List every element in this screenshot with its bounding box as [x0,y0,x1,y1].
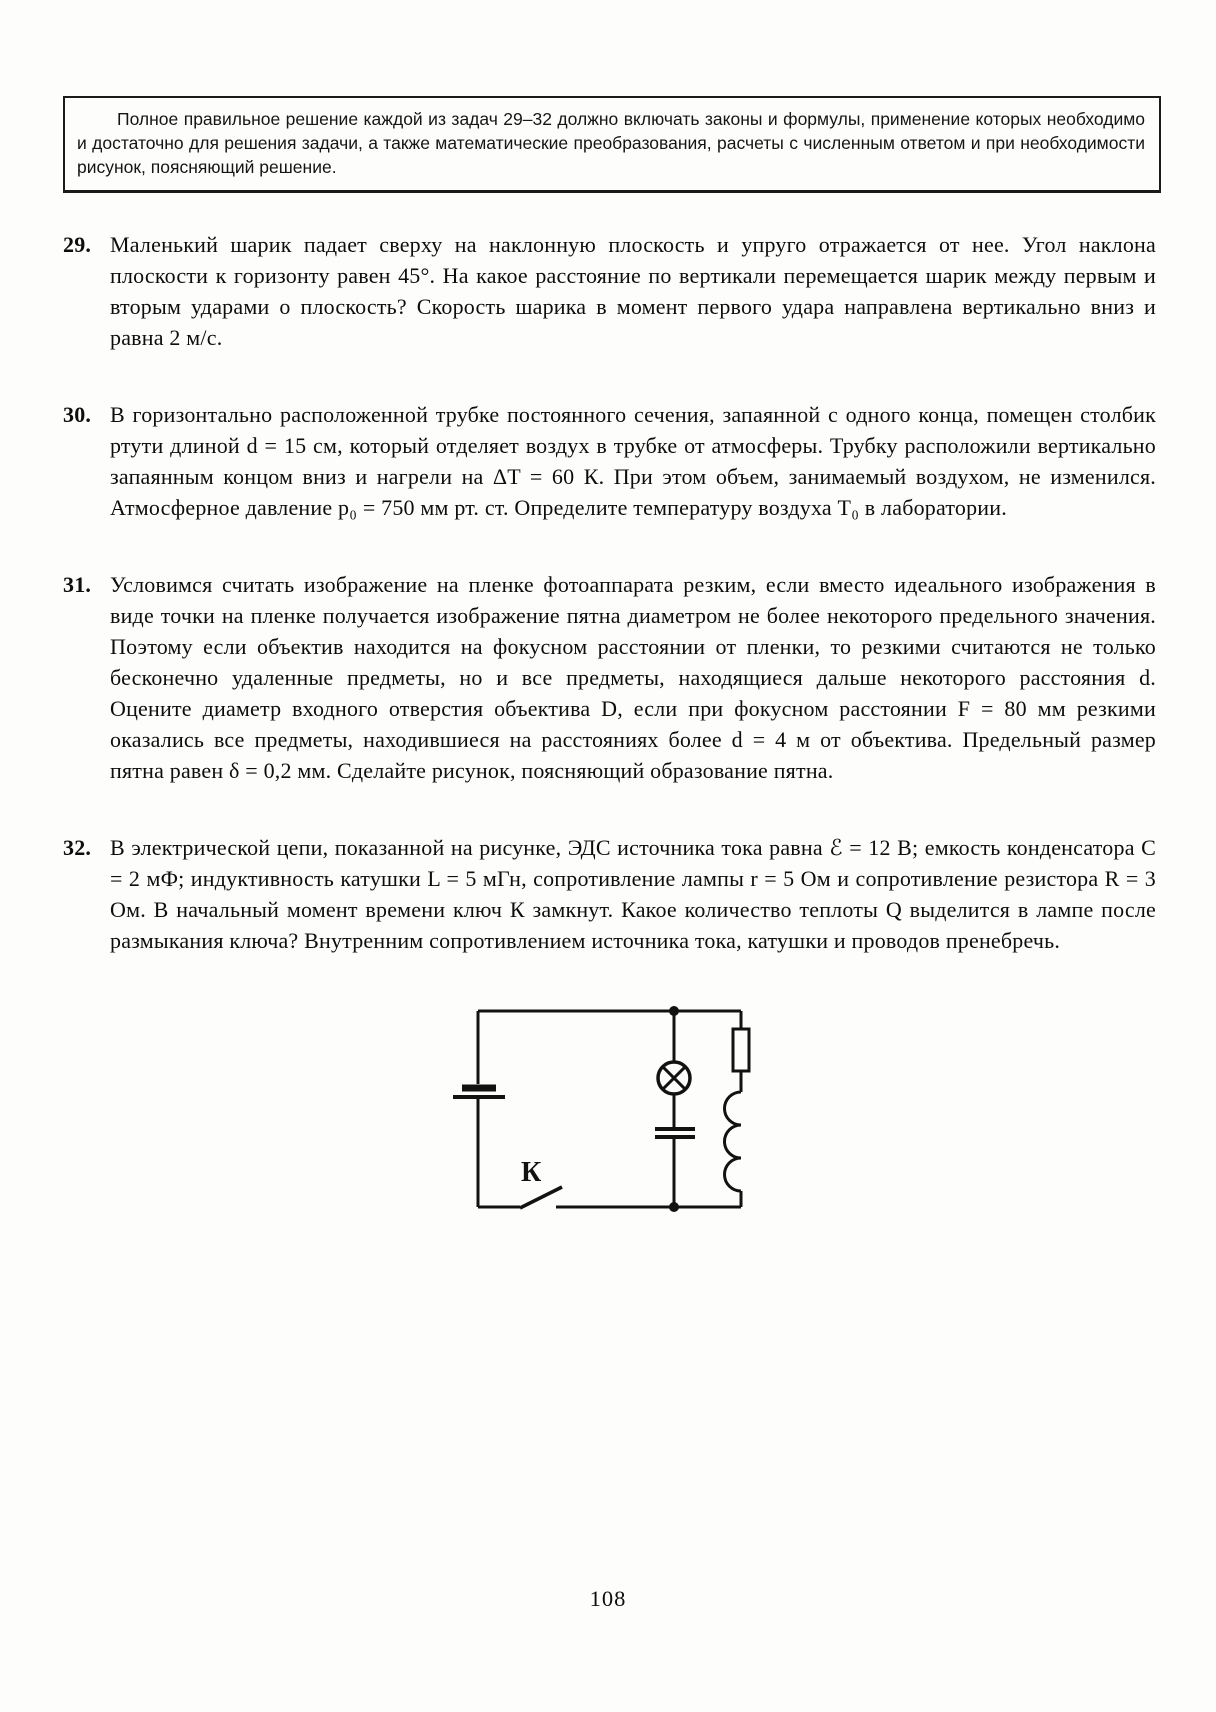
problem-text: Условимся считать изображение на пленке фотоаппарата резким, если вместо идеального изображения в виде точки на пленке получается изображение пятна диаметром не более некоторого предельного значения. Поэтому если объектив находится на фокусном расстоянии от пленки, то резкими считаются не только бесконечно удаленные предметы, но и все предметы, находящиеся дальше некоторого расстояния d. Оцените диаметр входного отверстия объектива D, если при фокусном расстоянии F = 80 мм резкими оказались все предметы, находившиеся на расстояниях более d = 4 м от объектива. Предельный размер пятна равен δ = 0,2 мм. Сделайте рисунок, поясняющий образование пятна. [110,572,1156,783]
problem-text: Маленький шарик падает сверху на наклонную плоскость и упруго отражается от нее. Угол наклона плоскости к горизонту равен 45°. На какое расстояние по вертикали перемещается шарик между первым и вторым ударами о плоскость? Скорость шарика в момент первого удара направлена вертикально вниз и равна 2 м/с. [110,232,1156,350]
problem-text: В горизонтально расположенной трубке постоянного сечения, запаянной с одного конца, помещен столбик ртути длиной d = 15 см, который отделяет воздух в трубке от атмосферы. Трубку расположили вертикально запаянным концом вниз и нагрели на ΔT = 60 К. При этом объем, занимаемый воздухом, не изменился. Атмосферное давление p₀ = 750 мм рт. ст. Определите температуру воздуха T₀ в лаборатории. [110,402,1156,520]
switch-icon [478,1157,562,1208]
problem-number: 29. [63,232,92,257]
circuit-diagram [438,1002,762,1222]
problem-number: 32. [63,835,92,860]
junction-dot-bottom [669,1202,679,1212]
page-number: 108 [589,1586,627,1611]
problem-31 [63,569,1156,786]
resistor-icon [733,1029,749,1071]
problem-32 [63,832,1156,956]
problem-number: 31. [63,572,92,597]
problem-text: В электрической цепи, показанной на рисунке, ЭДС источника тока равна ℰ = 12 В; емкость конденсатора C = 2 мФ; индуктивность катушки L = 5 мГн, сопротивление лампы r = 5 Ом и сопротивление резистора R = 3 Ом. В начальный момент времени ключ К замкнут. Какое количество теплоты Q выделится в лампе после размыкания ключа? Внутренним сопротивлением источника тока, катушки и проводов пренебречь. [110,835,1156,953]
circuit-diagram-figure [438,1002,762,1222]
switch-blade [520,1187,562,1208]
switch-label: К [521,1157,542,1188]
battery-icon [453,1011,505,1207]
junction-dot-top [669,1006,679,1016]
problem-30 [63,399,1156,523]
problem-number: 30. [63,402,92,427]
problem-list [63,229,1156,956]
instruction-box [63,96,1161,193]
problem-29 [63,229,1156,353]
inductor-icon [725,1092,742,1191]
capacitor-icon [655,1129,695,1137]
instruction-text: Полное правильное решение каждой из задач 29–32 должно включать законы и формулы, применение которых необходимо и достаточно для решения задачи, а также математические преобразования, расчеты с численным ответом и при необходимости рисунок, поясняющий решение. [77,109,1145,177]
lamp-icon [658,1062,690,1094]
